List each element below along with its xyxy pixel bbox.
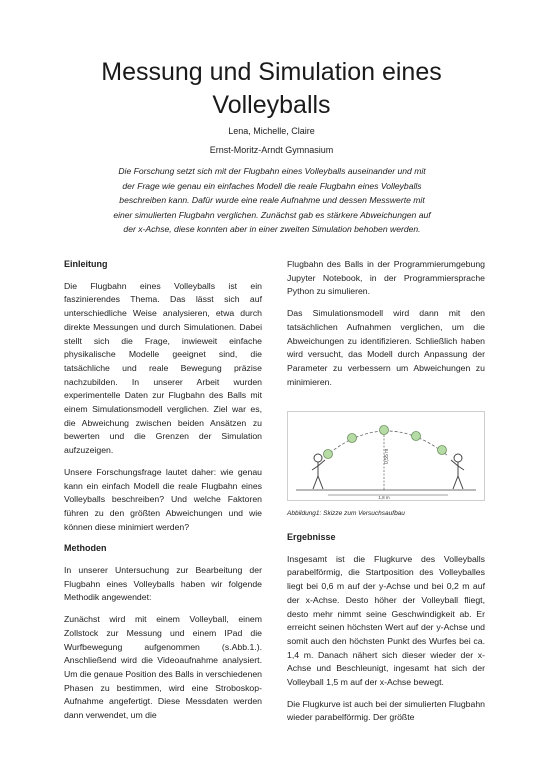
thrower-figure <box>312 454 325 489</box>
experiment-sketch <box>288 412 484 500</box>
figure-caption: Abbildung1: Skizze zum Versuchsaufbau <box>287 510 405 518</box>
einleitung-paragraph-1: Die Flugbahn eines Volleyballs ist ein faszinierendes Thema. Das lässt sich auf unterschiedliche Weise analysieren, etwa durch direkte Messungen und durch Simulationen. Dabei stellt sich die Frage, inwieweit einfache physikalische Modelle geeignet sind, die tatsächliche und reale Bewegung präzise nachzubilden. In unserer Arbeit wurden experimentelle Daten zur Flugbahn des Balls mit einem Simulationsmodell verglichen. Ziel war es, die Abweichung zwischen beiden Ansätzen zu bewerten und die Grenzen der Simulation aufzuzeigen. <box>64 280 262 456</box>
ergebnisse-paragraph-2: Die Flugkurve ist auch bei der simulierten Flugbahn wieder parabelförmig. Der größte <box>287 698 485 723</box>
section-heading-ergebnisse: Ergebnisse <box>287 532 336 543</box>
left-column <box>64 258 262 731</box>
ball-5 <box>438 446 447 455</box>
catcher-figure <box>451 454 464 489</box>
ball-4 <box>412 432 421 441</box>
section-heading-einleitung: Einleitung <box>64 259 108 269</box>
ball-2 <box>348 434 357 443</box>
methoden-paragraph-1: In unserer Untersuchung zur Bearbeitung der Flugbahn eines Volleyballs haben wir folgende Methodik angewendet: <box>64 565 262 603</box>
paper-title: Messung und Simulation eines Volleyballs <box>101 58 442 119</box>
ergebnisse-paragraph-1: Insgesamt ist die Flugkurve des Volleyballs parabelförmig, die Startposition des Volleyballes liegt bei 0,6 m auf der y-Achse und bei 0,2 m auf der x-Achse. Desto höher der Volleyball fliegt, desto mehr nimmt seine Geschwindigkeit ab. Er erreicht seinen höchsten Wert auf der y-Achse und somit auch den höchsten Punkt des Wurfes bei ca. 1,4 m. Danach nähert sich dieser wieder der x-Achse und Beschleunigt, ingesamt hat sich der Volleyball 1,5 m auf der x-Achse bewegt. <box>287 553 485 688</box>
experiment-sketch-figure <box>287 411 485 501</box>
section-heading-methoden: Methoden <box>64 543 107 554</box>
height-label: 0,55 m <box>384 449 390 465</box>
continuation-paragraph: Flugbahn des Balls in der Programmierumgebung Jupyter Notebook, in der Programmiersprache Python zu simulieren. <box>287 259 485 297</box>
affiliation: Ernst-Moritz-Arndt Gymnasium <box>209 145 334 155</box>
width-label: 1,8 m <box>378 495 390 501</box>
simulation-paragraph: Das Simulationsmodell wird dann mit den tatsächlichen Aufnahmen verglichen, um die Abweichungen zu identifizieren. Schließlich haben wird versucht, das Modell durch Anpassung der Parameter zu verbessern um Abweichungen zu minimieren. <box>287 308 485 387</box>
authors: Lena, Michelle, Claire <box>228 126 315 136</box>
einleitung-paragraph-2: Unsere Forschungsfrage lautet daher: wie genau kann ein einfach Modell die reale Flugbahn eines Volleyballs beschreiben? Und welche Faktoren führen zu den größten Abweichungen und wie können diese minimiert werden? <box>64 466 262 532</box>
abstract: Die Forschung setzt sich mit der Flugbahn eines Volleyballs auseinander und mit der Frage wie genau ein einfaches Modell die reale Flugbahn eines Volleyballs beschreiben kann. Dafür wurde eine reale Aufnahme und dessen Messwerte mit einer simulierten Flugbahn verglichen. Zunächst gab es stärkere Abweichungen auf der x-Achse, diese konnten aber in einer zweiten Simulation behoben werden. <box>113 166 431 235</box>
right-column <box>287 258 485 733</box>
ball-3 <box>380 426 389 435</box>
methoden-paragraph-2: Zunächst wird mit einem Volleyball, einem Zollstock zur Messung und einem IPad die Wurfbewegung aufgenommen (s.Abb.1.). Anschließend wird die Videoaufnahme analysiert. Um die genaue Position des Balls in verschiedenen Phasen zu bestimmen, wird eine Stroboskop-Aufnahme angefertigt. Diese Messdaten werden dann verwendet, um die <box>64 614 263 721</box>
ball-1 <box>324 450 333 459</box>
